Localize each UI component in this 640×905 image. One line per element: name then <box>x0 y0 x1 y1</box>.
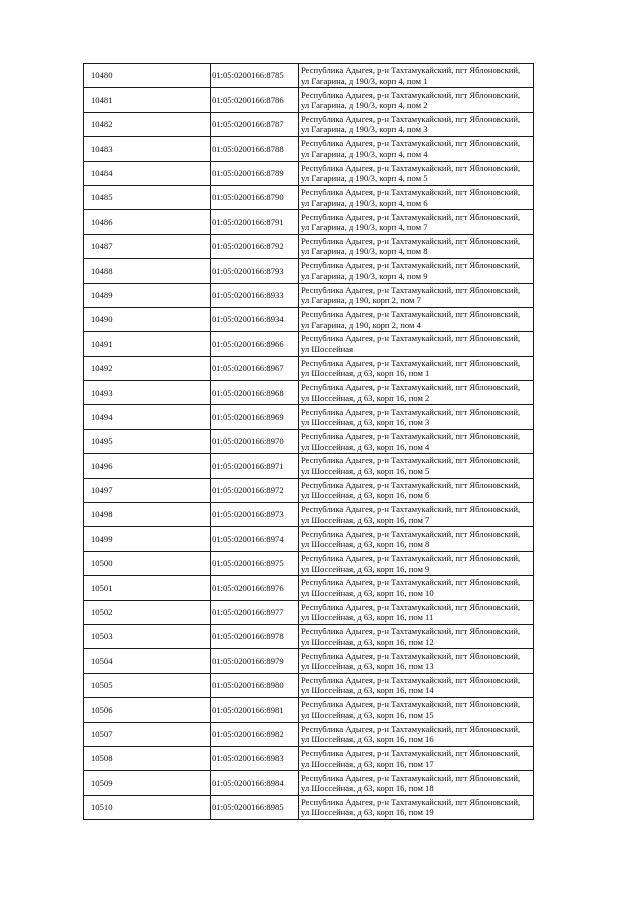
address-cell <box>299 112 534 136</box>
table-row <box>84 137 534 161</box>
table-row <box>84 259 534 283</box>
address-cell <box>299 673 534 697</box>
address-line-1: Республика Адыгея, р-н Тахтамукайский, пгт Яблоновский, <box>301 626 521 637</box>
address-line-1: Республика Адыгея, р-н Тахтамукайский, пгт Яблоновский, <box>301 748 521 759</box>
address-cell <box>299 649 534 673</box>
address-line-2: ул Гагарина, д 190/3, корп 4, пом 7 <box>301 222 428 233</box>
cadastral-number-cell: 01:05:0200166:8970 <box>211 429 299 453</box>
address-line-2: ул Гагарина, д 190/3, корп 4, пом 2 <box>301 100 428 111</box>
address-line-2: ул Шоссейная, д 63, корп 16, пом 9 <box>301 563 430 574</box>
cadastral-number-cell: 01:05:0200166:8981 <box>211 698 299 722</box>
cadastral-number-cell: 01:05:0200166:8792 <box>211 234 299 258</box>
cadastral-number-cell: 01:05:0200166:8973 <box>211 503 299 527</box>
address-line-1: Республика Адыгея, р-н Тахтамукайский, пгт Яблоновский, <box>301 772 521 783</box>
row-number-cell: 10497 <box>84 478 211 502</box>
row-number-cell: 10491 <box>84 332 211 356</box>
row-number-cell: 10481 <box>84 88 211 112</box>
cadastral-number-cell: 01:05:0200166:8789 <box>211 161 299 185</box>
address-cell <box>299 356 534 380</box>
row-number-cell: 10502 <box>84 600 211 624</box>
cadastral-number-cell: 01:05:0200166:8975 <box>211 551 299 575</box>
cadastral-number-cell: 01:05:0200166:8966 <box>211 332 299 356</box>
address-line-1: Республика Адыгея, р-н Тахтамукайский, пгт Яблоновский, <box>301 553 521 563</box>
address-cell <box>299 137 534 161</box>
address-line-2: ул Шоссейная, д 63, корп 16, пом 18 <box>301 783 434 794</box>
cadastral-number-cell: 01:05:0200166:8977 <box>211 600 299 624</box>
table-row <box>84 307 534 331</box>
address-cell <box>299 332 534 356</box>
cadastral-number-cell: 01:05:0200166:8978 <box>211 624 299 648</box>
address-line-2: ул Шоссейная <box>301 343 354 354</box>
address-cell <box>299 478 534 502</box>
address-cell <box>299 527 534 551</box>
address-line-2: ул Гагарина, д 190/3, корп 4, пом 5 <box>301 173 428 184</box>
address-cell <box>299 185 534 209</box>
address-line-1: Республика Адыгея, р-н Тахтамукайский, пгт Яблоновский, <box>301 504 521 515</box>
table-row <box>84 478 534 502</box>
address-cell <box>299 234 534 258</box>
table-row <box>84 64 534 88</box>
address-line-2: ул Шоссейная, д 63, корп 16, пом 7 <box>301 514 430 525</box>
table-row <box>84 210 534 234</box>
row-number-cell: 10489 <box>84 283 211 307</box>
row-number-cell: 10480 <box>84 64 211 88</box>
address-line-1: Республика Адыгея, р-н Тахтамукайский, пгт Яблоновский, <box>301 479 521 490</box>
table-row <box>84 454 534 478</box>
table-row <box>84 405 534 429</box>
address-line-2: ул Шоссейная, д 63, корп 16, пом 4 <box>301 441 430 452</box>
address-cell <box>299 259 534 283</box>
address-line-1: Республика Адыгея, р-н Тахтамукайский, пгт Яблоновский, <box>301 113 521 124</box>
table-row <box>84 332 534 356</box>
address-line-2: ул Гагарина, д 190/3, корп 4, пом 1 <box>301 75 428 86</box>
address-line-1: Республика Адыгея, р-н Тахтамукайский, пгт Яблоновский, <box>301 309 521 320</box>
row-number-cell: 10496 <box>84 454 211 478</box>
table-row <box>84 649 534 673</box>
address-line-2: ул Шоссейная, д 63, корп 16, пом 5 <box>301 465 430 476</box>
table-row <box>84 429 534 453</box>
row-number-cell: 10503 <box>84 624 211 648</box>
row-number-cell: 10506 <box>84 698 211 722</box>
address-cell <box>299 624 534 648</box>
address-line-1: Республика Адыгея, р-н Тахтамукайский, пгт Яблоновский, <box>301 382 521 393</box>
address-line-2: ул Гагарина, д 190/3, корп 4, пом 9 <box>301 270 428 281</box>
address-line-2: ул Гагарина, д 190, корп 2, пом 4 <box>301 319 421 330</box>
row-number-cell: 10482 <box>84 112 211 136</box>
row-number-cell: 10486 <box>84 210 211 234</box>
address-line-2: ул Шоссейная, д 63, корп 16, пом 8 <box>301 539 430 550</box>
table-row <box>84 283 534 307</box>
row-number-cell: 10505 <box>84 673 211 697</box>
cadastral-number-cell: 01:05:0200166:8791 <box>211 210 299 234</box>
address-line-2: ул Шоссейная, д 63, корп 16, пом 16 <box>301 734 434 745</box>
address-line-1: Республика Адыгея, р-н Тахтамукайский, пгт Яблоновский, <box>301 260 521 271</box>
table-row <box>84 771 534 795</box>
address-line-1: Республика Адыгея, р-н Тахтамукайский, пгт Яблоновский, <box>301 235 521 246</box>
registry-table-body <box>84 64 534 820</box>
row-number-cell: 10507 <box>84 722 211 746</box>
address-cell <box>299 503 534 527</box>
address-line-2: ул Шоссейная, д 63, корп 16, пом 19 <box>301 807 434 818</box>
row-number-cell: 10501 <box>84 576 211 600</box>
row-number-cell: 10495 <box>84 429 211 453</box>
cadastral-number-cell: 01:05:0200166:8980 <box>211 673 299 697</box>
cadastral-number-cell: 01:05:0200166:8785 <box>211 64 299 88</box>
address-cell <box>299 429 534 453</box>
address-line-2: ул Гагарина, д 190/3, корп 4, пом 3 <box>301 124 428 135</box>
address-line-1: Республика Адыгея, р-н Тахтамукайский, пгт Яблоновский, <box>301 406 521 417</box>
address-line-1: Республика Адыгея, р-н Тахтамукайский, пгт Яблоновский, <box>301 431 521 442</box>
address-line-2: ул Шоссейная, д 63, корп 16, пом 13 <box>301 661 434 672</box>
table-row <box>84 722 534 746</box>
address-line-1: Республика Адыгея, р-н Тахтамукайский, пгт Яблоновский, <box>301 65 521 76</box>
address-cell <box>299 307 534 331</box>
address-cell <box>299 795 534 819</box>
address-cell <box>299 746 534 770</box>
address-cell <box>299 88 534 112</box>
row-number-cell: 10508 <box>84 746 211 770</box>
address-line-2: ул Шоссейная, д 63, корп 16, пом 10 <box>301 587 434 598</box>
row-number-cell: 10499 <box>84 527 211 551</box>
row-number-cell: 10510 <box>84 795 211 819</box>
address-line-2: ул Гагарина, д 190, корп 2, пом 7 <box>301 295 421 306</box>
table-row <box>84 88 534 112</box>
row-number-cell: 10483 <box>84 137 211 161</box>
address-cell <box>299 64 534 88</box>
address-line-1: Республика Адыгея, р-н Тахтамукайский, пгт Яблоновский, <box>301 699 521 710</box>
address-cell <box>299 381 534 405</box>
row-number-cell: 10492 <box>84 356 211 380</box>
cadastral-number-cell: 01:05:0200166:8974 <box>211 527 299 551</box>
cadastral-number-cell: 01:05:0200166:8933 <box>211 283 299 307</box>
cadastral-number-cell: 01:05:0200166:8793 <box>211 259 299 283</box>
address-line-1: Республика Адыгея, р-н Тахтамукайский, пгт Яблоновский, <box>301 284 521 295</box>
address-line-1: Республика Адыгея, р-н Тахтамукайский, пгт Яблоновский, <box>301 796 521 807</box>
table-row <box>84 161 534 185</box>
address-line-2: ул Шоссейная, д 63, корп 16, пом 6 <box>301 490 430 501</box>
cadastral-number-cell: 01:05:0200166:8971 <box>211 454 299 478</box>
address-line-1: Республика Адыгея, р-н Тахтамукайский, пгт Яблоновский, <box>301 650 521 661</box>
address-cell <box>299 771 534 795</box>
property-registry-table <box>83 63 534 820</box>
row-number-cell: 10509 <box>84 771 211 795</box>
row-number-cell: 10487 <box>84 234 211 258</box>
address-cell <box>299 600 534 624</box>
table-row <box>84 551 534 575</box>
table-row <box>84 527 534 551</box>
cadastral-number-cell: 01:05:0200166:8787 <box>211 112 299 136</box>
table-row <box>84 698 534 722</box>
cadastral-number-cell: 01:05:0200166:8788 <box>211 137 299 161</box>
cadastral-number-cell: 01:05:0200166:8967 <box>211 356 299 380</box>
table-row <box>84 746 534 770</box>
address-line-1: Республика Адыгея, р-н Тахтамукайский, пгт Яблоновский, <box>301 601 521 612</box>
table-row <box>84 795 534 819</box>
address-line-1: Республика Адыгея, р-н Тахтамукайский, пгт Яблоновский, <box>301 89 521 100</box>
address-line-1: Республика Адыгея, р-н Тахтамукайский, пгт Яблоновский, <box>301 723 521 734</box>
cadastral-number-cell: 01:05:0200166:8968 <box>211 381 299 405</box>
address-line-1: Республика Адыгея, р-н Тахтамукайский, пгт Яблоновский, <box>301 333 521 344</box>
address-cell <box>299 698 534 722</box>
cadastral-number-cell: 01:05:0200166:8969 <box>211 405 299 429</box>
table-row <box>84 185 534 209</box>
address-line-1: Республика Адыгея, р-н Тахтамукайский, пгт Яблоновский, <box>301 211 521 222</box>
cadastral-number-cell: 01:05:0200166:8983 <box>211 746 299 770</box>
table-row <box>84 673 534 697</box>
address-line-2: ул Шоссейная, д 63, корп 16, пом 17 <box>301 758 434 769</box>
address-cell <box>299 210 534 234</box>
address-line-2: ул Шоссейная, д 63, корп 16, пом 14 <box>301 685 434 696</box>
address-cell <box>299 405 534 429</box>
row-number-cell: 10485 <box>84 185 211 209</box>
cadastral-number-cell: 01:05:0200166:8979 <box>211 649 299 673</box>
address-line-1: Республика Адыгея, р-н Тахтамукайский, пгт Яблоновский, <box>301 162 521 173</box>
table-row <box>84 112 534 136</box>
row-number-cell: 10498 <box>84 503 211 527</box>
address-line-2: ул Шоссейная, д 63, корп 16, пом 11 <box>301 612 434 623</box>
table-row <box>84 234 534 258</box>
address-line-2: ул Шоссейная, д 63, корп 16, пом 12 <box>301 636 434 647</box>
address-line-1: Республика Адыгея, р-н Тахтамукайский, пгт Яблоновский, <box>301 577 521 588</box>
row-number-cell: 10490 <box>84 307 211 331</box>
address-cell <box>299 161 534 185</box>
cadastral-number-cell: 01:05:0200166:8976 <box>211 576 299 600</box>
table-row <box>84 600 534 624</box>
cadastral-number-cell: 01:05:0200166:8982 <box>211 722 299 746</box>
row-number-cell: 10500 <box>84 551 211 575</box>
address-line-2: ул Шоссейная, д 63, корп 16, пом 2 <box>301 392 430 403</box>
address-cell <box>299 551 534 575</box>
cadastral-number-cell: 01:05:0200166:8790 <box>211 185 299 209</box>
address-cell <box>299 576 534 600</box>
table-row <box>84 503 534 527</box>
cadastral-number-cell: 01:05:0200166:8984 <box>211 771 299 795</box>
cadastral-number-cell: 01:05:0200166:8934 <box>211 307 299 331</box>
cadastral-number-cell: 01:05:0200166:8786 <box>211 88 299 112</box>
table-row <box>84 624 534 648</box>
table-row <box>84 576 534 600</box>
address-line-1: Республика Адыгея, р-н Тахтамукайский, пгт Яблоновский, <box>301 674 521 685</box>
cadastral-number-cell: 01:05:0200166:8985 <box>211 795 299 819</box>
cadastral-number-cell: 01:05:0200166:8972 <box>211 478 299 502</box>
row-number-cell: 10488 <box>84 259 211 283</box>
address-cell <box>299 722 534 746</box>
row-number-cell: 10484 <box>84 161 211 185</box>
address-cell <box>299 454 534 478</box>
address-line-1: Республика Адыгея, р-н Тахтамукайский, пгт Яблоновский, <box>301 357 521 368</box>
address-line-2: ул Шоссейная, д 63, корп 16, пом 1 <box>301 368 430 379</box>
address-line-2: ул Шоссейная, д 63, корп 16, пом 3 <box>301 417 430 428</box>
row-number-cell: 10504 <box>84 649 211 673</box>
address-line-2: ул Гагарина, д 190/3, корп 4, пом 6 <box>301 197 428 208</box>
address-line-1: Республика Адыгея, р-н Тахтамукайский, пгт Яблоновский, <box>301 187 521 198</box>
address-line-1: Республика Адыгея, р-н Тахтамукайский, пгт Яблоновский, <box>301 455 521 466</box>
row-number-cell: 10494 <box>84 405 211 429</box>
address-cell <box>299 283 534 307</box>
row-number-cell: 10493 <box>84 381 211 405</box>
table-row <box>84 381 534 405</box>
address-line-1: Республика Адыгея, р-н Тахтамукайский, пгт Яблоновский, <box>301 528 521 539</box>
address-line-2: ул Гагарина, д 190/3, корп 4, пом 8 <box>301 246 428 257</box>
address-line-2: ул Гагарина, д 190/3, корп 4, пом 4 <box>301 148 428 159</box>
address-line-2: ул Шоссейная, д 63, корп 16, пом 15 <box>301 709 434 720</box>
table-row <box>84 356 534 380</box>
address-line-1: Республика Адыгея, р-н Тахтамукайский, пгт Яблоновский, <box>301 138 521 149</box>
